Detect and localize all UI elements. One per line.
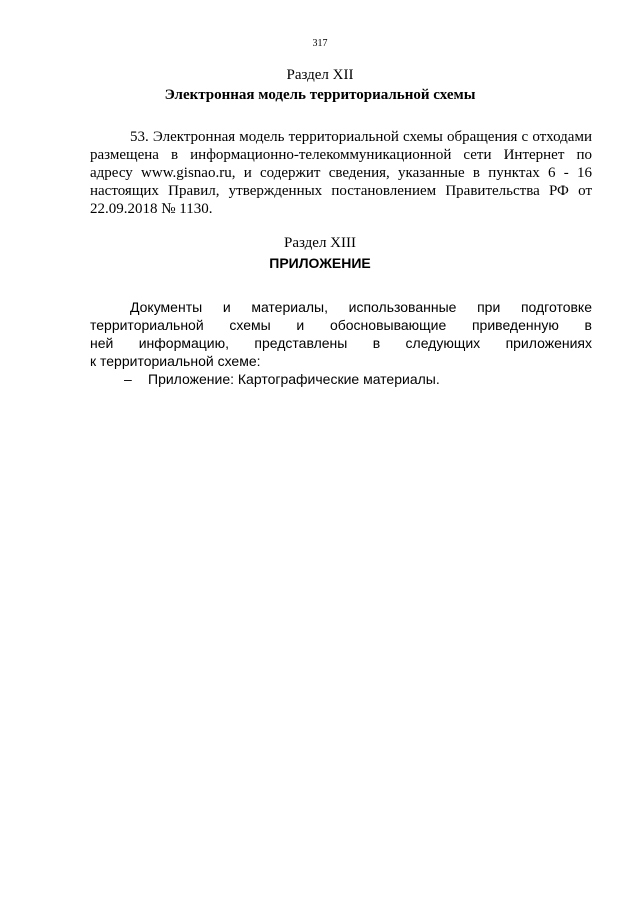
paragraph-documents-line: Документы и материалы, использованные при подготовке: [130, 299, 592, 315]
paragraph-53-line: 22.09.2018 № 1130.: [90, 201, 213, 217]
section-13-heading: [0, 234, 640, 272]
section-13-label: Раздел XIII: [284, 235, 356, 251]
section-12-title: Электронная модель территориальной схемы: [164, 87, 476, 103]
appendix-item-text: Приложение: Картографические материалы.: [148, 371, 440, 387]
paragraph-53: [90, 128, 592, 218]
paragraph-documents: [90, 298, 592, 370]
paragraph-documents-line: ней информацию, представлены в следующих приложениях: [90, 335, 592, 351]
paragraph-documents-line: территориальной схемы и обосновывающие приведенную в: [90, 317, 592, 333]
section-13-title: ПРИЛОЖЕНИЕ: [269, 255, 371, 271]
section-12-label: Раздел XII: [286, 67, 354, 83]
paragraph-53-line: настоящих Правил, утвержденных постановлением Правительства РФ от: [90, 183, 592, 199]
page-number: 317: [312, 38, 328, 49]
paragraph-53-line: 53. Электронная модель территориальной схемы обращения с отходами: [130, 129, 592, 145]
paragraph-53-line: размещена в информационно-телекоммуникационной сети Интернет по: [90, 147, 592, 163]
paragraph-53-line: адресу www.gisnao.ru, и содержит сведения, указанные в пунктах 6 - 16: [90, 165, 592, 181]
appendix-list-item: [124, 370, 440, 388]
paragraph-documents-line: к территориальной схеме:: [90, 353, 261, 369]
list-bullet: –: [124, 371, 132, 387]
section-12-heading: [0, 66, 640, 104]
